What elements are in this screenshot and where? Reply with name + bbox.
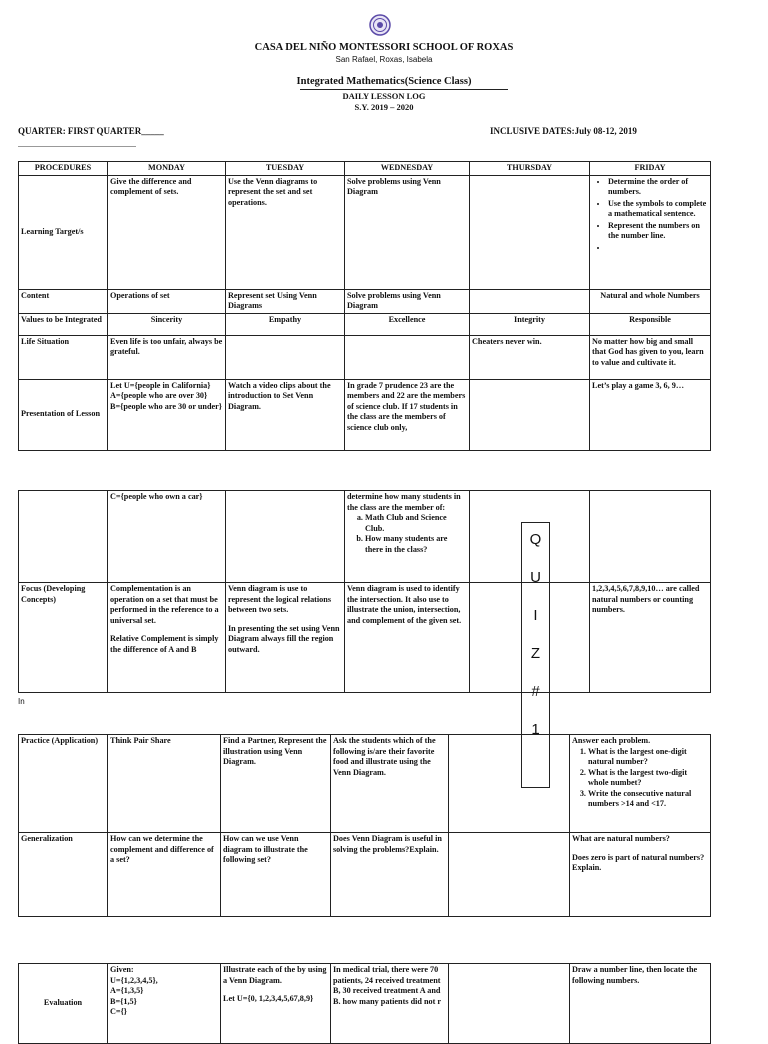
- list-item: 1. What is the largest one-digit natural number?: [588, 747, 708, 768]
- row-label: Learning Target/s: [19, 175, 108, 289]
- row-label: Evaluation: [19, 964, 108, 1044]
- set-b: B={people who are 30 or under}: [110, 401, 223, 411]
- cell-wednesday: Excellence: [345, 313, 470, 335]
- cell-friday: Draw a number line, then locate the following numbers.: [570, 964, 711, 1044]
- paragraph: Complementation is an operation on a set that must be performed in the reference to a universal set.: [110, 584, 219, 625]
- cell-friday: 1,2,3,4,5,6,7,8,9,10… are called natural numbers or counting numbers.: [590, 583, 711, 693]
- school-name: CASA DEL NIÑO MONTESSORI SCHOOL OF ROXAS: [254, 42, 514, 53]
- given-line: B={1,5}: [110, 996, 137, 1006]
- paragraph: Does zero is part of natural numbers?Explain.: [572, 852, 705, 872]
- row-content: [19, 289, 711, 313]
- row-label: Presentation of Lesson: [19, 379, 108, 450]
- set-a: A={people who are over 30}: [110, 391, 208, 400]
- paragraph: Let U={0, 1,2,3,4,5,67,8,9}: [223, 994, 314, 1003]
- row-values: [19, 313, 711, 335]
- cell-thursday: [470, 289, 590, 313]
- list-item: 2. What is the largest two-digit whole numbet?: [588, 768, 708, 789]
- inclusive-dates: INCLUSIVE DATES:July 08-12, 2019: [490, 126, 637, 136]
- cell-monday: Even life is too unfair, always be grateful.: [108, 335, 226, 379]
- cell-thursday: [470, 379, 590, 450]
- cell-monday: How can we determine the complement and difference of a set?: [108, 833, 221, 917]
- paragraph: Relative Complement is simply the difference of A and B: [110, 634, 219, 654]
- wednesday-questions: [347, 513, 467, 555]
- list-item: a. Math Club and Science Club.: [365, 513, 467, 534]
- row-label: Practice (Application): [19, 735, 108, 833]
- row-evaluation: [19, 964, 711, 1044]
- col-tuesday: TUESDAY: [226, 162, 345, 176]
- paragraph: In presenting the set using Venn Diagram always fill the region outward.: [228, 623, 340, 654]
- cell-wednesday: Does Venn Diagram is useful in solving the problems?Explain.: [331, 833, 449, 917]
- cell-wednesday: Solve problems using Venn Diagram: [345, 175, 470, 289]
- cell-tuesday: Represent set Using Venn Diagrams: [226, 289, 345, 313]
- given-line: A={1,3,5}: [110, 986, 144, 995]
- quarter-label: QUARTER: FIRST QUARTER_____: [18, 126, 164, 136]
- row-label: Content: [19, 289, 108, 313]
- cell-tuesday: Find a Partner, Represent the illustration using Venn Diagram.: [221, 735, 331, 833]
- cell-wednesday: [345, 335, 470, 379]
- friday-targets-list: [592, 177, 708, 254]
- col-thursday: THURSDAY: [470, 162, 590, 176]
- paragraph: What are natural numbers?: [572, 834, 670, 843]
- cell-tuesday: How can we use Venn diagram to illustrate the following set?: [221, 833, 331, 917]
- subject-underline: [300, 89, 508, 90]
- cell-wednesday: Venn diagram is used to identify the intersection. It also use to illustrate the union, intersection, and complement of the given set.: [345, 583, 470, 693]
- row-generalization: [19, 833, 711, 917]
- quiz-letter: Q: [529, 531, 542, 548]
- cell-tuesday: Watch a video clips about the introduction to Set Venn Diagram.: [226, 379, 345, 450]
- list-item: • Use the symbols to complete a mathematical sentence.: [608, 199, 708, 220]
- cell-monday: Think Pair Share: [108, 735, 221, 833]
- paragraph: Venn diagram is use to represent the logical relations between two sets.: [228, 584, 332, 614]
- cell-monday: Sincerity: [108, 313, 226, 335]
- set-u: Let U={people in California}: [110, 380, 211, 390]
- lesson-table-4: [18, 963, 711, 1044]
- cell-thursday: [449, 735, 570, 833]
- quiz-letter: U: [530, 569, 541, 586]
- quiz-letter: Z: [530, 645, 541, 662]
- cell-wednesday: In medical trial, there were 70 patients, 24 received treatment B, 30 received treatment A and B. how many patients did not r: [331, 964, 449, 1044]
- row-label: Generalization: [19, 833, 108, 917]
- school-address: San Rafael, Roxas, Isabela: [335, 55, 433, 64]
- subject-title: Integrated Mathematics(Science Class): [296, 76, 472, 87]
- row-label: Focus (Developing Concepts): [19, 583, 108, 693]
- lesson-table-3: [18, 734, 711, 917]
- list-item: b. How many students are there in the class?: [365, 534, 467, 555]
- cell-monday: Give the difference and complement of sets.: [108, 175, 226, 289]
- cell-thursday: Integrity: [470, 313, 590, 335]
- col-procedures: PROCEDURES: [19, 162, 108, 176]
- row-practice: [19, 735, 711, 833]
- col-wednesday: WEDNESDAY: [345, 162, 470, 176]
- school-year: S.Y. 2019 – 2020: [354, 102, 414, 112]
- cell-friday: No matter how big and small that God has given to you, learn to value and cultivate it.: [590, 335, 711, 379]
- cell-monday: [108, 583, 226, 693]
- row-life-situation: [19, 335, 711, 379]
- margin-note: In: [18, 697, 25, 706]
- row-presentation-cont: [19, 491, 711, 583]
- cell-wednesday: [345, 491, 470, 583]
- cell-friday: [590, 491, 711, 583]
- cell-monday: [108, 964, 221, 1044]
- quiz-box: [521, 522, 550, 788]
- cell-thursday: [449, 833, 570, 917]
- lesson-table-1: [18, 161, 711, 451]
- col-monday: MONDAY: [108, 162, 226, 176]
- log-title: DAILY LESSON LOG: [342, 91, 426, 101]
- cell-tuesday: [226, 335, 345, 379]
- list-item: • Determine the order of numbers.: [608, 177, 708, 198]
- list-item: 3. Write the consecutive natural numbers >14 and <17.: [588, 789, 708, 810]
- cell-thursday: [449, 964, 570, 1044]
- quiz-letter: 1: [531, 721, 540, 738]
- cell-friday: Natural and whole Numbers: [590, 289, 711, 313]
- cell-tuesday: [226, 491, 345, 583]
- cell-wednesday: Solve problems using Venn Diagram: [345, 289, 470, 313]
- quarter-underline: [18, 146, 136, 147]
- row-focus: [19, 583, 711, 693]
- cell-tuesday: [226, 583, 345, 693]
- wednesday-intro: determine how many students in the class are the member of:: [347, 492, 461, 512]
- cell-tuesday: Empathy: [226, 313, 345, 335]
- cell-monday: [108, 379, 226, 450]
- given-line: U={1,2,3,4,5},: [110, 975, 158, 985]
- friday-intro: Answer each problem.: [572, 736, 651, 745]
- list-item: [608, 243, 708, 254]
- cell-friday: [570, 833, 711, 917]
- row-label: [19, 491, 108, 583]
- cell-tuesday: [221, 964, 331, 1044]
- lesson-table-2: [18, 490, 711, 693]
- cell-friday: [590, 175, 711, 289]
- school-logo: [369, 14, 391, 36]
- cell-monday: Operations of set: [108, 289, 226, 313]
- row-learning-target: [19, 175, 711, 289]
- quiz-letter: #: [531, 683, 540, 700]
- row-label: Values to be Integrated: [19, 313, 108, 335]
- row-presentation: [19, 379, 711, 450]
- paragraph: Illustrate each of the by using a Venn Diagram.: [223, 965, 327, 985]
- col-friday: FRIDAY: [590, 162, 711, 176]
- cell-wednesday: Ask the students which of the following is/are their favorite food and illustrate using the Venn Diagram.: [331, 735, 449, 833]
- cell-thursday: [470, 175, 590, 289]
- header-row: [19, 162, 711, 176]
- given-line: Given:: [110, 965, 134, 974]
- cell-monday: C={people who own a car}: [108, 491, 226, 583]
- quiz-letter: I: [533, 607, 538, 624]
- friday-problems: [572, 747, 708, 810]
- row-label: Life Situation: [19, 335, 108, 379]
- cell-tuesday: Use the Venn diagrams to represent the set and set operations.: [226, 175, 345, 289]
- cell-friday: Responsible: [590, 313, 711, 335]
- cell-friday: [570, 735, 711, 833]
- given-line: C={}: [110, 1007, 128, 1016]
- cell-wednesday: In grade 7 prudence 23 are the members and 22 are the members of science club. If 17 students in the class are the members of science club only,: [345, 379, 470, 450]
- cell-thursday: Cheaters never win.: [470, 335, 590, 379]
- list-item: • Represent the numbers on the number line.: [608, 221, 708, 242]
- cell-friday: Let’s play a game 3, 6, 9…: [590, 379, 711, 450]
